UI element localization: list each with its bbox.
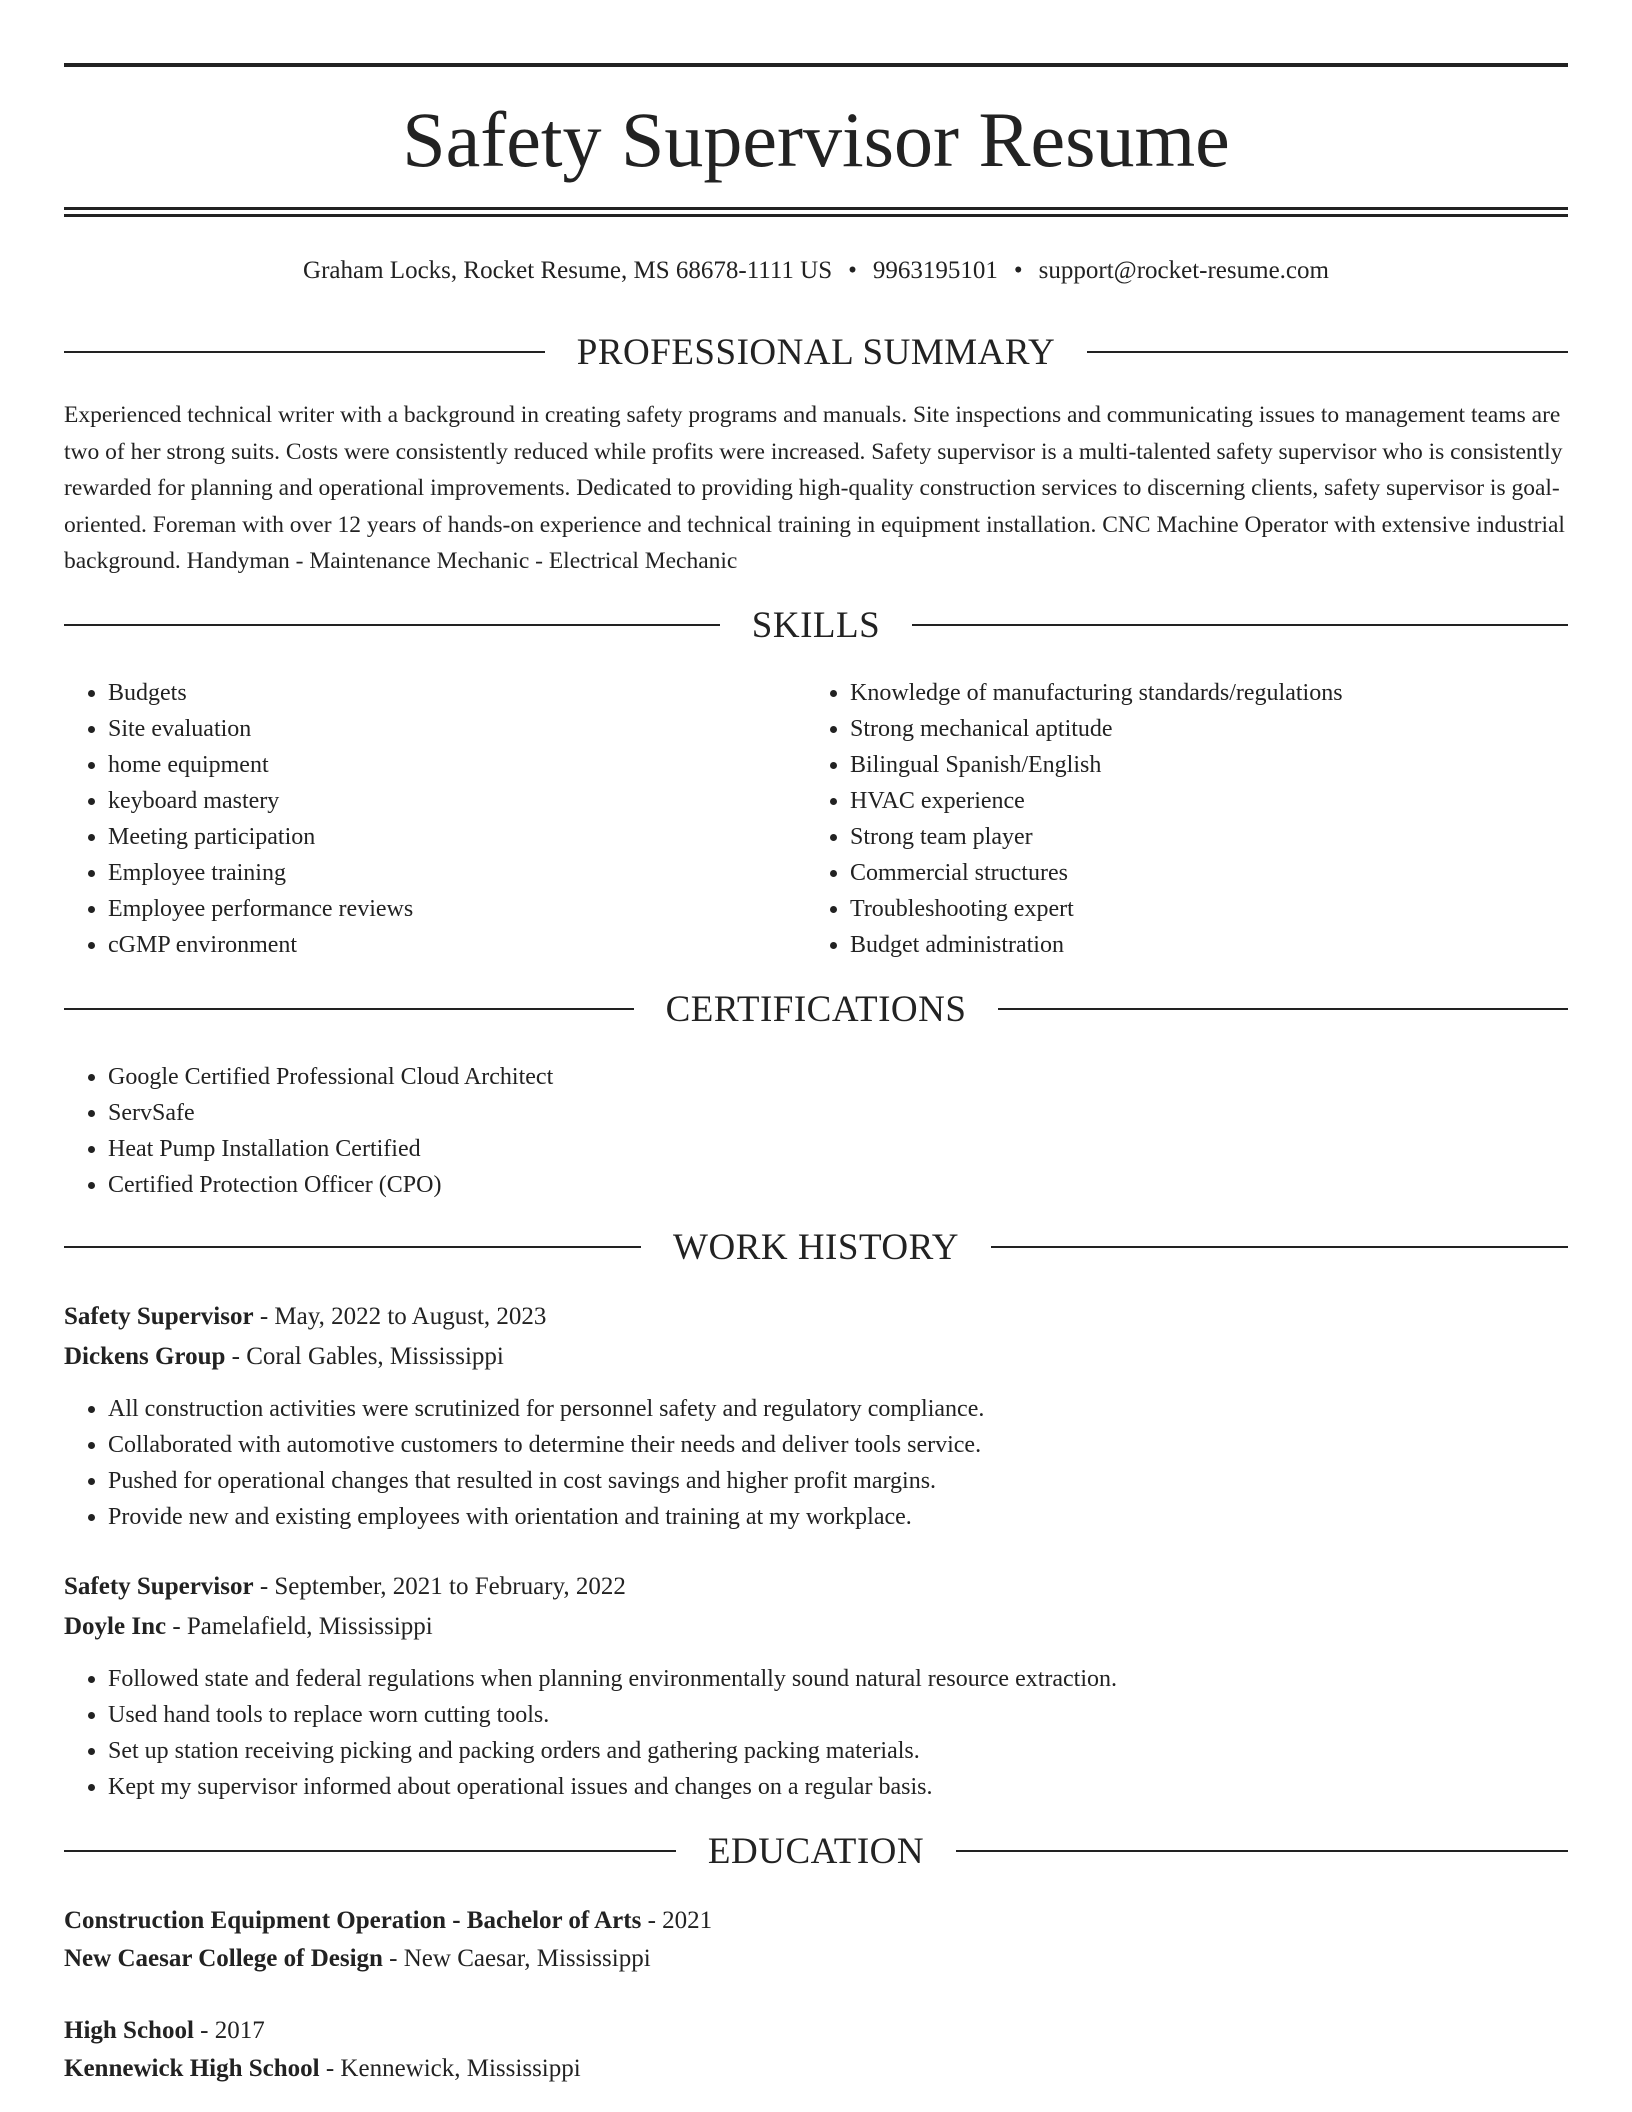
job-title: Safety Supervisor — [64, 1303, 254, 1330]
title-double-rule — [64, 207, 1568, 217]
job-bullet: • Provide new and existing employees with orientation and training at my workplace. — [108, 1499, 1568, 1535]
education-degree: Construction Equipment Operation - Bachelor of Arts — [64, 1907, 642, 1934]
skill-item: • Site evaluation — [108, 711, 804, 747]
job-bullet: • Collaborated with automotive customers to determine their needs and deliver tools service. — [108, 1427, 1568, 1463]
job-bullet: • All construction activities were scrutinized for personnel safety and regulatory compliance. — [108, 1391, 1568, 1427]
summary-text: Experienced technical writer with a background in creating safety programs and manuals. Site inspections and communicating issues to management teams are two of her strong suits. Costs were consistently reduced while profits were increased. Safety supervisor is a multi-talented safety supervisor who is consistently rewarded for planning and operational improvements. Dedicated to providing high-quality construction services to discerning clients, safety supervisor is goal-oriented. Foreman with over 12 years of hands-on experience and technical training in equipment installation. CNC Machine Operator with extensive industrial background. Handyman - Maintenance Mechanic - Electrical Mechanic — [64, 402, 1565, 574]
work-history-heading — [64, 1225, 1568, 1269]
education-location: - New Caesar, Mississippi — [389, 1945, 651, 1972]
heading-rule-right — [956, 1850, 1568, 1852]
skill-item: • HVAC experience — [850, 783, 1566, 819]
job-company-line — [64, 1609, 433, 1645]
education-degree-line — [64, 2013, 265, 2049]
job-title: Safety Supervisor — [64, 1573, 254, 1600]
summary-heading — [64, 330, 1568, 374]
heading-rule-left — [64, 1246, 641, 1248]
skill-item: • Knowledge of manufacturing standards/regulations — [850, 675, 1566, 711]
education-degree-line — [64, 1903, 712, 1939]
job-dates: - September, 2021 to February, 2022 — [259, 1573, 626, 1600]
job-dates: - May, 2022 to August, 2023 — [259, 1303, 547, 1330]
certification-item: • Certified Protection Officer (CPO) — [108, 1167, 1568, 1203]
section-title: PROFESSIONAL SUMMARY — [576, 331, 1056, 373]
education-year: - 2017 — [200, 2017, 265, 2044]
job-title-line — [64, 1299, 546, 1335]
skill-item: • Strong team player — [850, 819, 1566, 855]
job-bullet: • Followed state and federal regulations when planning environmentally sound natural resource extraction. — [108, 1661, 1568, 1697]
job-bullet: • Set up station receiving picking and packing orders and gathering packing materials. — [108, 1733, 1568, 1769]
job-location: - Coral Gables, Mississippi — [231, 1343, 504, 1370]
certification-item: • ServSafe — [108, 1095, 1568, 1131]
education-school-line — [64, 1941, 651, 1977]
job-location: - Pamelafield, Mississippi — [172, 1613, 433, 1640]
heading-rule-right — [998, 1008, 1568, 1010]
skill-item: • home equipment — [108, 747, 804, 783]
skills-left-column — [64, 675, 804, 963]
contact-address: Graham Locks, Rocket Resume, MS 68678-1111 US — [303, 257, 833, 284]
education-school-line — [64, 2051, 581, 2087]
job-bullet: • Kept my supervisor informed about operational issues and changes on a regular basis. — [108, 1769, 1568, 1805]
heading-rule-right — [912, 624, 1568, 626]
heading-rule-left — [64, 1008, 634, 1010]
heading-rule-left — [64, 1850, 676, 1852]
section-title: CERTIFICATIONS — [665, 988, 967, 1030]
education-school: Kennewick High School — [64, 2055, 320, 2082]
section-title: EDUCATION — [707, 1830, 925, 1872]
education-year: - 2021 — [647, 1907, 713, 1934]
job-bullets — [64, 1661, 1568, 1805]
resume-title: Safety Supervisor Resume — [402, 96, 1230, 183]
certifications-list — [64, 1059, 1568, 1203]
top-rule — [64, 63, 1568, 67]
contact-phone: 9963195101 — [872, 257, 998, 284]
skill-item: • Budget administration — [850, 927, 1566, 963]
job-bullet: • Pushed for operational changes that resulted in cost savings and higher profit margins. — [108, 1463, 1568, 1499]
heading-rule-right — [1087, 351, 1568, 353]
job-bullet: • Used hand tools to replace worn cutting tools. — [108, 1697, 1568, 1733]
skill-item: • Employee performance reviews — [108, 891, 804, 927]
skill-item: • Budgets — [108, 675, 804, 711]
skill-item: • Strong mechanical aptitude — [850, 711, 1566, 747]
education-school: New Caesar College of Design — [64, 1945, 383, 1972]
heading-rule-right — [991, 1246, 1568, 1248]
contact-separator: • — [1013, 257, 1023, 284]
section-title: WORK HISTORY — [673, 1226, 959, 1268]
certifications-heading — [64, 987, 1568, 1031]
section-title: SKILLS — [751, 604, 881, 646]
skill-item: • Troubleshooting expert — [850, 891, 1566, 927]
contact-email: support@rocket-resume.com — [1038, 257, 1329, 284]
education-location: - Kennewick, Mississippi — [325, 2055, 581, 2082]
certification-item: • Google Certified Professional Cloud Architect — [108, 1059, 1568, 1095]
skill-item: • Commercial structures — [850, 855, 1566, 891]
job-company: Dickens Group — [64, 1343, 226, 1370]
contact-line — [64, 253, 1568, 289]
heading-rule-left — [64, 351, 545, 353]
contact-separator: • — [848, 257, 857, 284]
job-company-line — [64, 1339, 504, 1375]
education-heading — [64, 1829, 1568, 1873]
skill-item: • Bilingual Spanish/English — [850, 747, 1566, 783]
skill-item: • Meeting participation — [108, 819, 804, 855]
job-bullets — [64, 1391, 1568, 1535]
skill-item: • keyboard mastery — [108, 783, 804, 819]
skill-item: • cGMP environment — [108, 927, 804, 963]
skills-right-column — [806, 675, 1566, 963]
heading-rule-left — [64, 624, 720, 626]
job-company: Doyle Inc — [64, 1613, 167, 1640]
education-degree: High School — [64, 2017, 194, 2044]
job-title-line — [64, 1569, 626, 1605]
skills-heading — [64, 603, 1568, 647]
certification-item: • Heat Pump Installation Certified — [108, 1131, 1568, 1167]
skill-item: • Employee training — [108, 855, 804, 891]
